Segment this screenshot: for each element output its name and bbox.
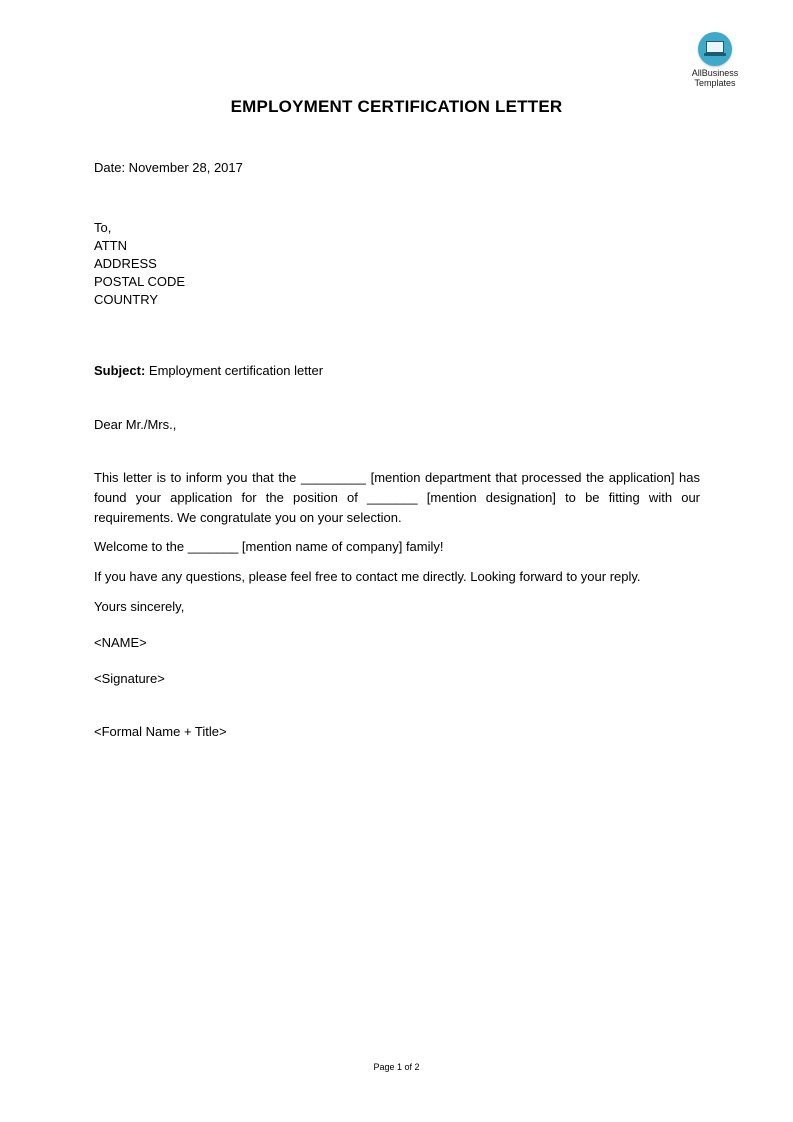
recipient-postal-code: POSTAL CODE: [94, 274, 186, 289]
logo-text: [686, 68, 744, 88]
subject-line: [94, 362, 323, 380]
subject-text: Employment certification letter: [148, 363, 324, 378]
body-paragraph-3: If you have any questions, please feel free to contact me directly. Looking forward to your reply.: [94, 569, 641, 584]
recipient-to: To,: [94, 220, 112, 235]
logo-line-1: AllBusiness: [691, 68, 739, 78]
laptop-icon: [698, 32, 732, 66]
company-logo: [686, 32, 744, 88]
body-paragraph-1: This letter is to inform you that the _________ [mention department that processed the application] has found your application for the position of _______ [mention designation] to be fitting with our requirements. We congratulate you on your selection.: [94, 470, 700, 525]
document-title: EMPLOYMENT CERTIFICATION LETTER: [230, 97, 563, 116]
subject-label: Subject:: [94, 363, 146, 378]
formal-name-placeholder: <Formal Name + Title>: [94, 724, 227, 739]
signature-placeholder: <Signature>: [94, 671, 165, 686]
logo-line-2: Templates: [694, 78, 736, 88]
body-paragraph-2: Welcome to the _______ [mention name of company] family!: [94, 539, 444, 554]
page-number: Page 1 of 2: [373, 1062, 420, 1072]
letter-date: Date: November 28, 2017: [94, 160, 243, 175]
recipient-attn: ATTN: [94, 238, 127, 253]
recipient-country: COUNTRY: [94, 292, 159, 307]
recipient-address: ADDRESS: [94, 256, 157, 271]
name-placeholder: <NAME>: [94, 635, 147, 650]
closing: Yours sincerely,: [94, 599, 185, 614]
salutation: Dear Mr./Mrs.,: [94, 417, 177, 432]
